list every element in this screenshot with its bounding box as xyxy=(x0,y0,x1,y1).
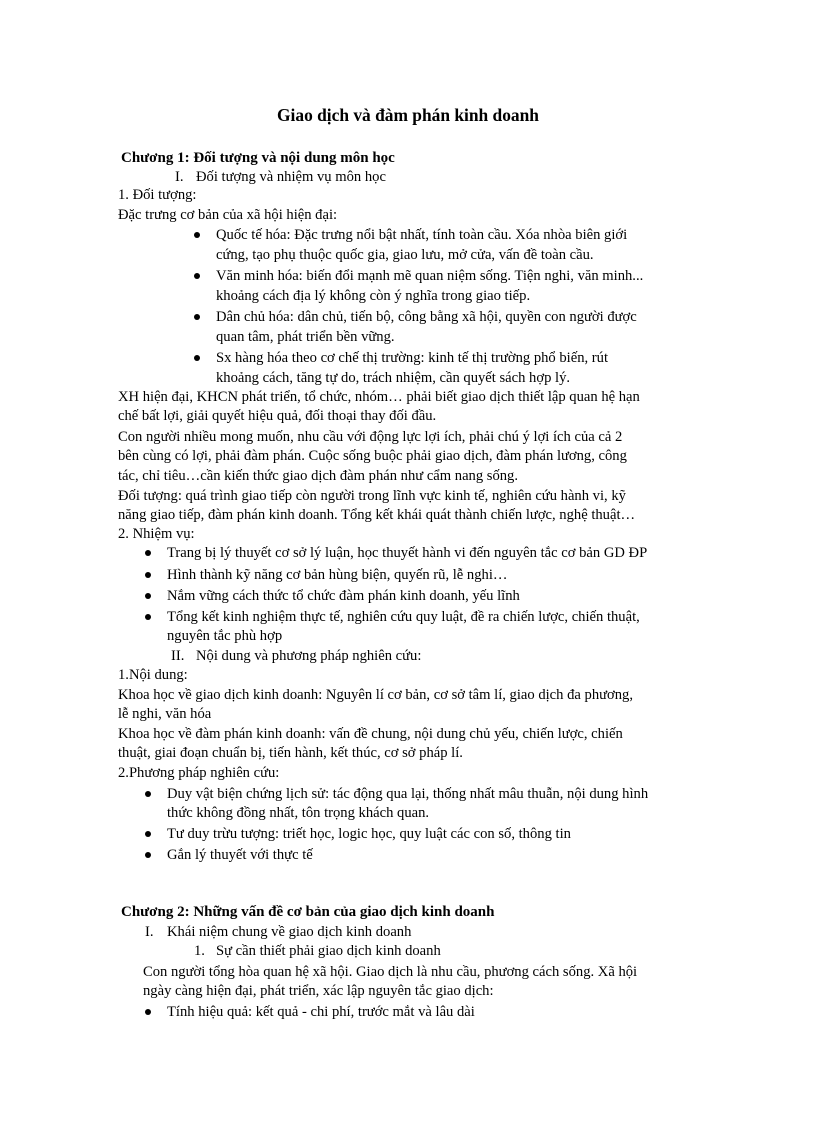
paragraph-line: năng giao tiếp, đàm phán kinh doanh. Tổng kết khái quát thành chiến lược, nghệ thuật… xyxy=(118,507,636,523)
subsection-nhiem-vu: 2. Nhiệm vụ: xyxy=(118,526,195,542)
bullet-icon xyxy=(145,614,151,620)
document-title: Giao dịch và đàm phán kinh doanh xyxy=(277,105,539,125)
bullet-icon xyxy=(194,273,200,279)
paragraph-line: Khoa học về đàm phán kinh doanh: vấn đề chung, nội dung chủ yếu, chiến lược, chiến xyxy=(118,726,623,742)
feature-item-line: Sx hàng hóa theo cơ chế thị trường: kinh tế thị trường phổ biến, rút xyxy=(216,350,608,366)
section-2-number: II. xyxy=(171,648,185,664)
paragraph-line: thuật, giai đoạn chuẩn bị, tiến hành, kết thúc, cơ sở pháp lí. xyxy=(118,745,463,761)
bullet-icon xyxy=(145,572,151,578)
feature-item-line: quan tâm, phát triển bền vững. xyxy=(216,329,395,345)
task-item-line: Nắm vững cách thức tổ chức đàm phán kinh doanh, yếu lĩnh xyxy=(167,588,520,604)
chapter-1-heading: Chương 1: Đối tượng và nội dung môn học xyxy=(121,150,395,166)
method-item-line: thức không đồng nhất, tôn trọng khách quan. xyxy=(167,805,430,821)
method-item-line: Gắn lý thuyết với thực tế xyxy=(167,847,313,863)
paragraph-line: lễ nghi, văn hóa xyxy=(118,706,212,722)
task-item-line: Trang bị lý thuyết cơ sở lý luận, học thuyết hành vi đến nguyên tắc cơ bản GD ĐP xyxy=(167,545,648,561)
paragraph-line: Con người tổng hòa quan hệ xã hội. Giao dịch là nhu cầu, phương cách sống. Xã hội xyxy=(143,964,638,980)
chapter-2-section-title: Khái niệm chung về giao dịch kinh doanh xyxy=(167,924,412,940)
task-item-line: Tổng kết kinh nghiệm thực tế, nghiên cứu quy luật, đề ra chiến lược, chiến thuật, xyxy=(167,609,640,625)
bullet-icon xyxy=(145,831,151,837)
feature-item-line: Quốc tế hóa: Đặc trưng nổi bật nhất, tính toàn cầu. Xóa nhòa biên giới xyxy=(216,227,628,243)
subsection-phuong-phap: 2.Phương pháp nghiên cứu: xyxy=(118,765,280,781)
section-1-title: Đối tượng và nhiệm vụ môn học xyxy=(196,169,386,185)
task-item-line: Hình thành kỹ năng cơ bản hùng biện, quyến rũ, lễ nghi… xyxy=(167,567,508,583)
bullet-icon xyxy=(194,232,200,238)
chapter-2-subsection-title: Sự cần thiết phải giao dịch kinh doanh xyxy=(216,943,441,959)
bullet-icon xyxy=(145,593,151,599)
paragraph-line: Đối tượng: quá trình giao tiếp còn người trong lĩnh vực kinh tế, nghiên cứu hành vi, kỹ xyxy=(118,488,626,504)
bullet-icon xyxy=(145,791,151,797)
principle-item-line: Tính hiệu quả: kết quả - chi phí, trước mắt và lâu dài xyxy=(167,1004,475,1020)
bullet-icon xyxy=(194,355,200,361)
bullet-icon xyxy=(145,852,151,858)
paragraph-line: Con người nhiều mong muốn, nhu cầu với động lực lợi ích, phải chú ý lợi ích của cả 2 xyxy=(118,429,623,445)
task-item-line: nguyên tắc phù hợp xyxy=(167,628,283,644)
bullet-icon xyxy=(194,314,200,320)
feature-item-line: khoảng cách địa lý không còn ý nghĩa trong giao tiếp. xyxy=(216,288,531,304)
paragraph-line: ngày càng hiện đại, phát triển, xác lập nguyên tắc giao dịch: xyxy=(143,983,494,999)
paragraph-line: chế bất lợi, giải quyết hiệu quả, đối thoại thay đối đầu. xyxy=(118,408,437,424)
chapter-2-section-number: I. xyxy=(145,924,154,940)
chapter-2-subsection-number: 1. xyxy=(194,943,205,959)
method-item-line: Duy vật biện chứng lịch sử: tác động qua lại, thống nhất mâu thuẫn, nội dung hình xyxy=(167,786,649,802)
paragraph-line: bên cùng có lợi, phải đàm phán. Cuộc sống buộc phải giao dịch, đàm phán lương, công xyxy=(118,448,627,464)
bullet-icon xyxy=(145,1009,151,1015)
section-2-title: Nội dung và phương pháp nghiên cứu: xyxy=(196,648,422,664)
feature-item-line: Dân chủ hóa: dân chủ, tiến bộ, công bằng xã hội, quyền con người được xyxy=(216,309,637,325)
subsection-doi-tuong: 1. Đối tượng: xyxy=(118,187,197,203)
bullet-icon xyxy=(145,550,151,556)
society-features-intro: Đặc trưng cơ bản của xã hội hiện đại: xyxy=(118,207,338,223)
method-item-line: Tư duy trừu tượng: triết học, logic học, quy luật các con số, thông tin xyxy=(167,826,571,842)
section-1-number: I. xyxy=(175,169,184,185)
paragraph-line: XH hiện đại, KHCN phát triển, tổ chức, nhóm… phải biết giao dịch thiết lập quan hệ hạn xyxy=(118,389,640,405)
paragraph-line: tác, chỉ tiêu…cần kiến thức giao dịch đàm phán như cẩm nang sống. xyxy=(118,468,519,484)
chapter-2-heading: Chương 2: Những vấn đề cơ bản của giao dịch kinh doanh xyxy=(121,904,495,920)
feature-item-line: khoảng cách, tăng tự do, trách nhiệm, cần quyết sách hợp lý. xyxy=(216,370,571,386)
subsection-noi-dung: 1.Nội dung: xyxy=(118,667,188,683)
paragraph-line: Khoa học về giao dịch kinh doanh: Nguyên lí cơ bản, cơ sở tâm lí, giao dịch đa phương, xyxy=(118,687,633,703)
feature-item-line: cứng, tạo phụ thuộc quốc gia, giao lưu, mở cửa, vấn đề toàn cầu. xyxy=(216,247,594,263)
feature-item-line: Văn minh hóa: biến đổi mạnh mẽ quan niệm sống. Tiện nghi, văn minh... xyxy=(216,268,644,284)
